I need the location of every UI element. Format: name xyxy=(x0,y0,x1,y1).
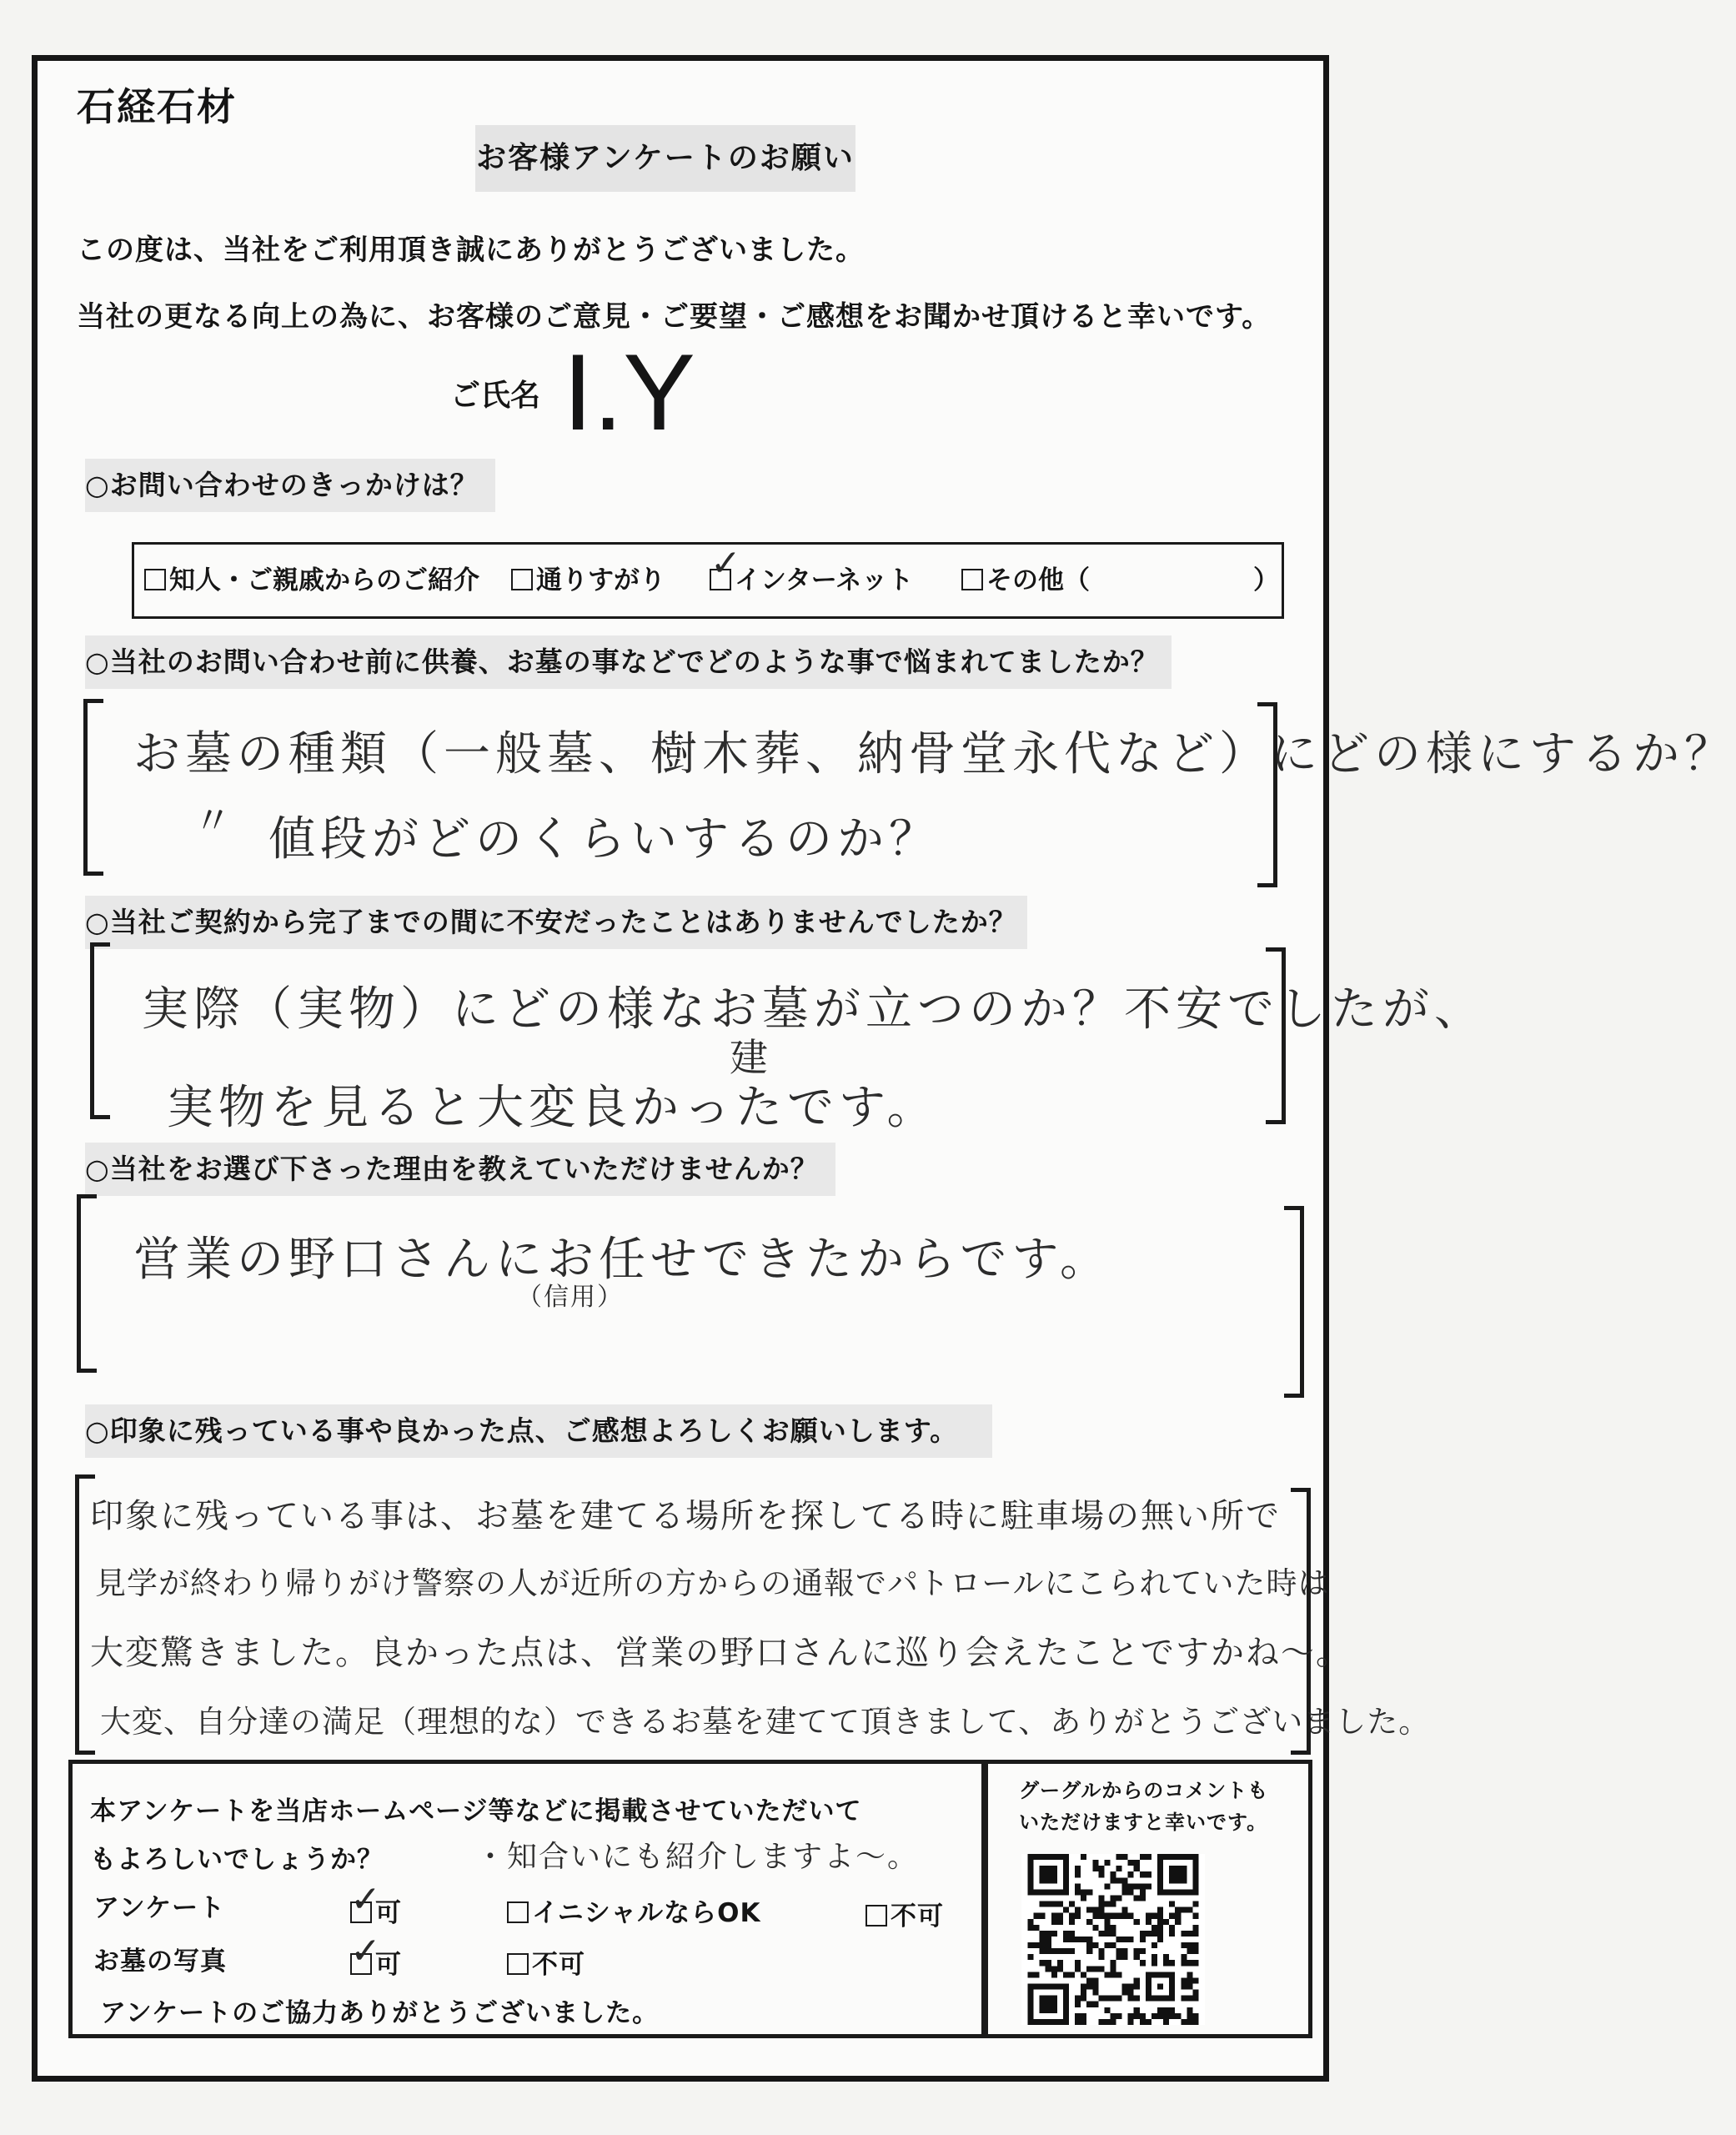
answer-worries-line-2: 値段がどのくらいするのか？ xyxy=(268,812,941,867)
name-label: ご氏名 xyxy=(450,379,541,413)
question-inquiry-trigger: ○お問い合わせのきっかけは？ xyxy=(85,459,495,512)
answer-anxiety-line-2: 実物を見ると大変良かったです。 xyxy=(167,1081,939,1135)
option-label: 知人・ご親戚からのご紹介 xyxy=(169,565,479,595)
checkbox[interactable] xyxy=(144,569,166,590)
option-label: 不可 xyxy=(532,1950,585,1980)
option-label: 可 xyxy=(375,1950,402,1980)
checkmark-icon: ✓ xyxy=(350,1930,381,1972)
answer-anxiety-line-1: 実際（実物）にどの様なお墓が立つのか？不安でしたが、 xyxy=(142,982,1486,1037)
checkbox[interactable] xyxy=(961,569,983,590)
option-other-close: ） xyxy=(1253,565,1279,595)
question-impressions: ○印象に残っている事や良かった点、ご感想よろしくお願いします。 xyxy=(85,1404,992,1458)
consent-question-line-2: もよろしいでしょうか？ xyxy=(90,1845,384,1875)
consent-question-line-1: 本アンケートを当店ホームページ等などに掲載させていただいて xyxy=(90,1796,862,1826)
answer-impressions-line-2: 見学が終わり帰りがけ警察の人が近所の方からの通報でパトロールにこられていた時は xyxy=(95,1565,1330,1601)
qr-code-icon[interactable] xyxy=(1021,1854,1205,2025)
option-label: イニシャルならOK xyxy=(532,1898,761,1928)
option-label: 通りすがり xyxy=(536,565,665,595)
answer-impressions-line-3: 大変驚きました。良かった点は、営業の野口さんに巡り会えたことですかね〜。 xyxy=(90,1634,1351,1672)
google-line-1: グーグルからのコメントも xyxy=(1019,1779,1269,1802)
answer-bracket-left xyxy=(83,699,103,876)
inquiry-options-box xyxy=(132,542,1284,619)
answer-impressions-line-4: 大変、自分達の満足（理想的な）できるお墓を建てて頂きまして、ありがとうございました。 xyxy=(100,1704,1431,1740)
answer-bracket-left xyxy=(90,942,110,1119)
option-label: 不可 xyxy=(891,1901,944,1932)
answer-bracket-left xyxy=(77,1194,97,1373)
answer-worries-line-1: お墓の種類（一般墓、樹木葬、納骨堂永代など）にどの様にするか？ xyxy=(133,727,1736,781)
option-passing-by[interactable] xyxy=(511,545,665,616)
answer-ditto-mark: 〃 xyxy=(193,798,237,843)
survey-opt-initial[interactable] xyxy=(507,1891,761,1929)
option-label: 可 xyxy=(375,1898,402,1928)
survey-opt-no[interactable] xyxy=(865,1895,944,1932)
checkbox[interactable] xyxy=(865,1905,887,1927)
survey-consent-label: アンケート xyxy=(93,1893,226,1923)
survey-title: お客様アンケートのお願い xyxy=(475,125,855,192)
answer-reason-note: （信用） xyxy=(517,1283,624,1312)
option-label: その他（ xyxy=(986,565,1090,595)
option-other[interactable] xyxy=(961,545,1090,616)
photo-opt-no[interactable] xyxy=(507,1943,585,1981)
question-anxiety: ○当社ご契約から完了までの間に不安だったことはありませんでしたか？ xyxy=(85,896,1027,949)
answer-impressions-line-1: 印象に残っている事は、お墓を建てる場所を探してる時に駐車場の無い所で xyxy=(90,1497,1281,1535)
intro-line-2: 当社の更なる向上の為に、お客様のご意見・ご要望・ご感想をお聞かせ頂けると幸いです。 xyxy=(77,300,1272,334)
checkmark-icon: ✓ xyxy=(710,542,741,585)
answer-reason-line-1: 営業の野口さんにお任せできたからです。 xyxy=(133,1233,1111,1287)
option-label: インターネット xyxy=(735,565,914,595)
photo-consent-label: お墓の写真 xyxy=(93,1947,227,1977)
thanks-message: アンケートのご協力ありがとうございました。 xyxy=(100,1998,660,2028)
question-worries: ○当社のお問い合わせ前に供養、お墓の事などでどのような事で悩まれてましたか？ xyxy=(85,635,1172,689)
question-reason: ○当社をお選び下さった理由を教えていただけませんか？ xyxy=(85,1143,835,1196)
google-line-2: いただけますと幸いです。 xyxy=(1019,1811,1268,1834)
checkbox[interactable] xyxy=(507,1953,529,1975)
answer-anxiety-correction: 建 xyxy=(730,1035,773,1080)
name-value: I.Y xyxy=(563,331,695,453)
checkmark-icon: ✓ xyxy=(350,1878,381,1921)
consent-handwritten-note: ・知合いにも紹介しますよ〜。 xyxy=(475,1840,920,1874)
company-name: 石経石材 xyxy=(77,84,237,129)
checkbox[interactable] xyxy=(511,569,533,590)
checkbox[interactable] xyxy=(507,1901,529,1923)
answer-bracket-right xyxy=(1284,1206,1304,1398)
option-acquaintance[interactable] xyxy=(144,545,479,616)
intro-line-1: この度は、当社をご利用頂き誠にありがとうございました。 xyxy=(77,234,865,267)
